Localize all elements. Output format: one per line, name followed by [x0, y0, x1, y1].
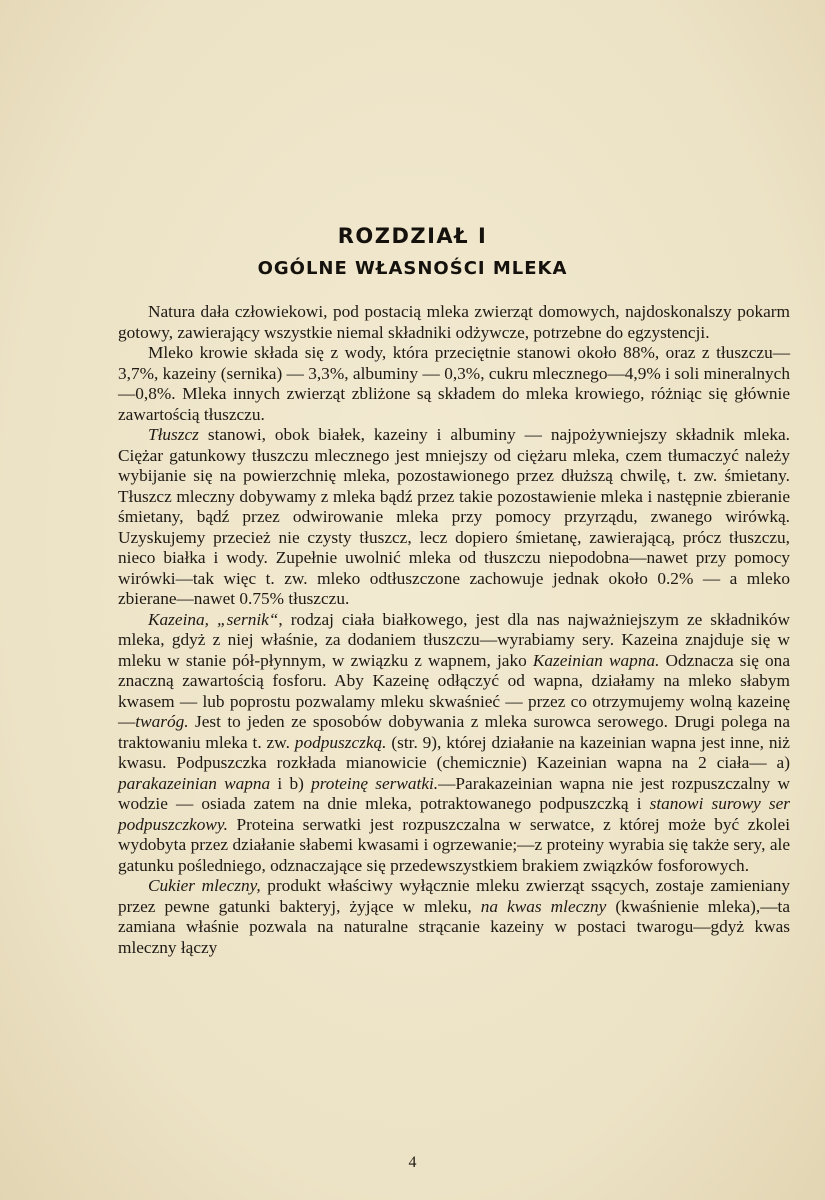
text-run: Odznacza się ona znaczną zawartością fosforu. Aby Kazeinę odłączyć od wapna, działamy na mleko słabym kwasem — lub poprostu pozwalamy mleku skwaśnieć — przez co otrzymujemy wolną kazeinę— [118, 650, 790, 731]
text-run: (str. 9), której działanie na kazeinian wapna jest inne, niż kwasu. Podpuszczka rozkłada mianowicie (chemicznie) Kazeinian wapna na 2 ciała— a) [118, 732, 790, 772]
italic-term: Kazeinian wapna. [532, 650, 660, 670]
text-run: stanowi, obok białek, kazeiny i albuminy — najpożywniejszy składnik mleka. Ciężar gatunkowy tłuszczu mlecznego jest mniejszy od ciężaru mleka, czem tłumaczyć należy wybijanie się na powierzchnię mleka, pozostawionego przez dłuższą chwilę, t. zw. śmietany. Tłuszcz mleczny dobywamy z mleka bądź przez takie pozostawienie mleka i następnie zbieranie śmietany, bądź przez odwirowanie mleka przy pomocy przyrządu, zwanego wirówką. Uzyskujemy przecież nie czysty tłuszcz, lecz dopiero śmietanę, zawierającą, prócz tłuszczu, nieco białka i wody. Zupełnie uwolnić mleka od tłuszczu niepodobna—nawet przy pomocy wirówki—tak więc t. zw. mleko odtłuszczone zachowuje jednak około 0.2% — a mleko zbierane—nawet 0.75% tłuszczu. [118, 425, 790, 608]
italic-term: Kazeina, „sernik“ [148, 609, 279, 629]
text-run: Natura dała człowiekowi, pod postacią mleka zwierząt domowych, najdoskonalszy pokarm gotowy, zawierający wszystkie niemal składniki odżywcze, potrzebne do egzystencji. [118, 302, 790, 342]
text-run: , rodzaj ciała białkowego, jest dla nas najważniejszym ze składników mleka, gdyż z niej właśnie, za dodaniem tłuszczu—wyrabiamy sery. Kazeina znajduje się w mleku w stanie pół-płynnym, w związku z wapnem, jako [118, 609, 790, 670]
text-run: (kwaśnienie mleka),—ta zamiana właśnie pozwala na naturalne strącanie kazeiny w postaci twarogu—gdyż kwas mleczny łączy [118, 896, 790, 957]
paragraph [118, 610, 790, 877]
italic-term: stanowi surowy ser podpuszczkowy. [118, 794, 790, 834]
text-run: —Parakazeinian wapna nie jest rozpuszczalny w wodzie — osiada zatem na dnie mleka, potraktowanego podpuszczką i [118, 773, 790, 813]
text-run: Jest to jeden ze sposobów dobywania z mleka surowca serowego. Drugi polega na traktowaniu mleka t. zw. [118, 712, 790, 752]
italic-term: podpuszczką. [294, 732, 387, 752]
text-run: i b) [270, 773, 312, 793]
italic-term: na kwas mleczny [480, 896, 607, 916]
page-number: 4 [408, 1154, 417, 1171]
chapter-heading: ROZDZIAŁ I [337, 224, 488, 248]
italic-term: parakazeinian wapna [118, 773, 271, 793]
italic-term: twaróg. [135, 712, 189, 731]
paragraph [118, 876, 790, 958]
paragraph [118, 343, 790, 425]
paragraph [118, 302, 790, 343]
text-run: Proteina serwatki jest rozpuszczalna w serwatce, z której może być zkolei wydobyta przez działanie słabemi kwasami i ogrzewanie;—z proteiny wyrabia się także sery, ale gatunku pośledniego, odznaczające się przedewszystkiem brakiem związków fosforowych. [118, 814, 790, 875]
chapter-title: OGÓLNE WŁASNOŚCI MLEKA [257, 258, 568, 279]
paragraph [118, 425, 790, 610]
italic-term: proteinę serwatki. [311, 773, 439, 793]
text-run: produkt właściwy wyłącznie mleku zwierząt ssących, zostaje zamieniany przez pewne gatunki bakteryj, żyjące w mleku, [118, 876, 790, 916]
body-text [118, 302, 790, 958]
text-run: Mleko krowie składa się z wody, która przeciętnie stanowi około 88%, oraz z tłuszczu—3,7%, kazeiny (sernika) — 3,3%, albuminy — 0,3%, cukru mlecznego—4,9% i soli mineralnych—0,8%. Mleka innych zwierząt zbliżone są składem do mleka krowiego, różniąc się głównie zawartością tłuszczu. [118, 343, 790, 424]
italic-term: Tłuszcz [148, 425, 199, 444]
italic-term: Cukier mleczny, [148, 876, 261, 895]
